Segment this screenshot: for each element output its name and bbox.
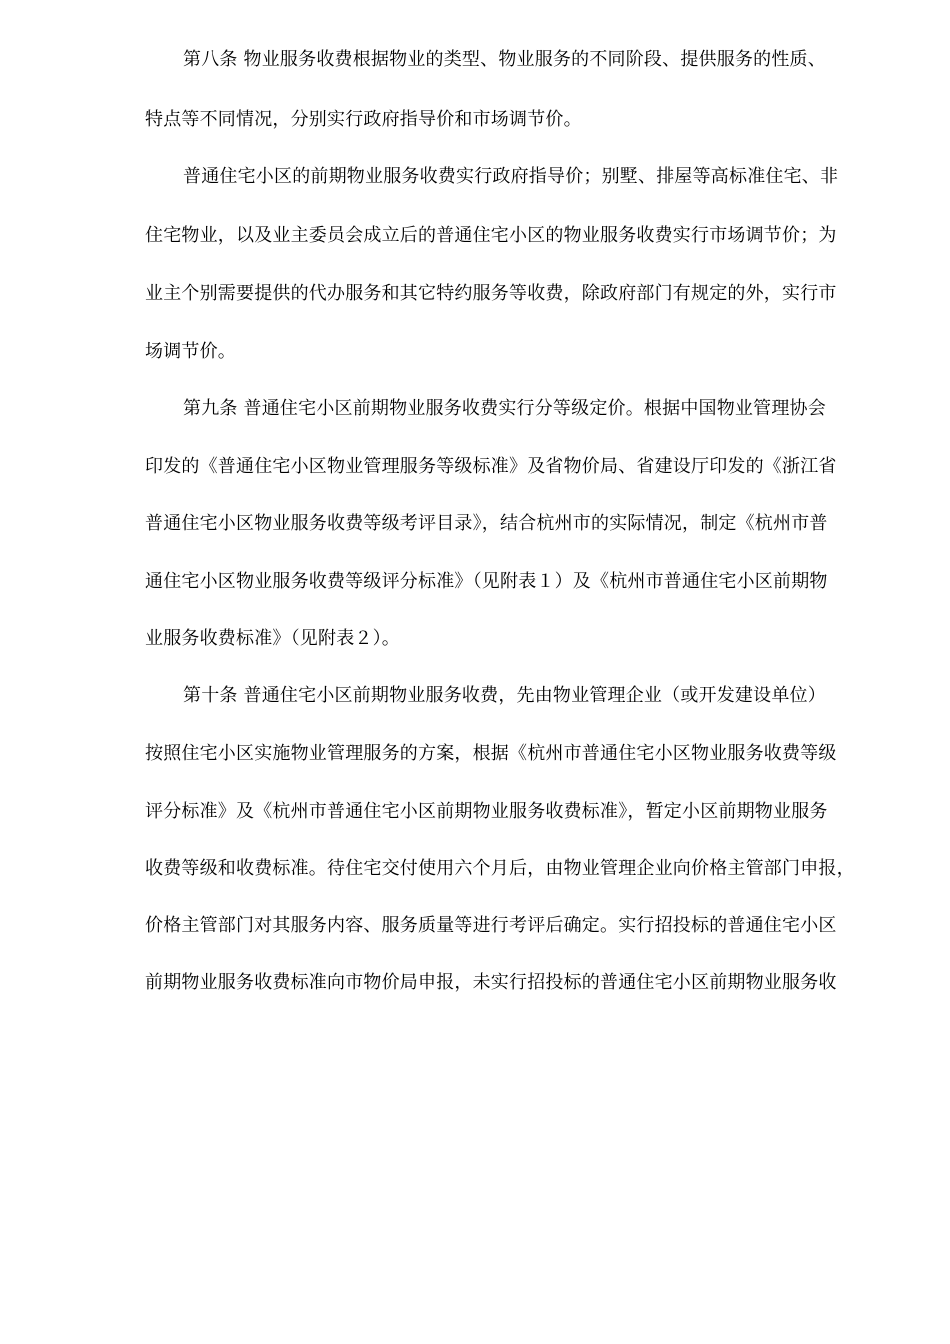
- article-10-line-2: 按照住宅小区实施物业管理服务的方案，根据《杭州市普通住宅小区物业服务收费等级: [145, 743, 837, 764]
- article-8-line-1: 第八条 物业服务收费根据物业的类型、物业服务的不同阶段、提供服务的性质、: [183, 49, 826, 70]
- article-9-line-1: 第九条 普通住宅小区前期物业服务收费实行分等级定价。根据中国物业管理协会: [183, 398, 826, 419]
- paragraph-2-line-3: 业主个别需要提供的代办服务和其它特约服务等收费，除政府部门有规定的外，实行市: [145, 283, 837, 304]
- article-9-line-2: 印发的《普通住宅小区物业管理服务等级标准》及省物价局、省建设厅印发的《浙江省: [145, 456, 837, 477]
- article-8-line-2: 特点等不同情况，分别实行政府指导价和市场调节价。: [145, 109, 582, 130]
- paragraph-2-line-4: 场调节价。: [145, 341, 236, 362]
- article-10-line-4: 收费等级和收费标准。待住宅交付使用六个月后，由物业管理企业向价格主管部门申报，: [145, 858, 855, 879]
- paragraph-2-line-2: 住宅物业，以及业主委员会成立后的普通住宅小区的物业服务收费实行市场调节价；为: [145, 225, 837, 246]
- article-10-line-1: 第十条 普通住宅小区前期物业服务收费，先由物业管理企业（或开发建设单位）: [183, 685, 826, 706]
- article-10-line-3: 评分标准》及《杭州市普通住宅小区前期物业服务收费标准》，暂定小区前期物业服务: [145, 801, 828, 822]
- article-10-line-6: 前期物业服务收费标准向市物价局申报，未实行招投标的普通住宅小区前期物业服务收: [145, 972, 837, 993]
- article-10-line-5: 价格主管部门对其服务内容、服务质量等进行考评后确定。实行招投标的普通住宅小区: [145, 915, 837, 936]
- article-9-line-3: 普通住宅小区物业服务收费等级考评目录》，结合杭州市的实际情况，制定《杭州市普: [145, 513, 828, 534]
- article-9-line-5: 业服务收费标准》（见附表２）。: [145, 628, 400, 649]
- paragraph-2-line-1: 普通住宅小区的前期物业服务收费实行政府指导价；别墅、排屋等高标准住宅、非: [183, 166, 839, 187]
- article-9-line-4: 通住宅小区物业服务收费等级评分标准》（见附表１）及《杭州市普通住宅小区前期物: [145, 571, 828, 592]
